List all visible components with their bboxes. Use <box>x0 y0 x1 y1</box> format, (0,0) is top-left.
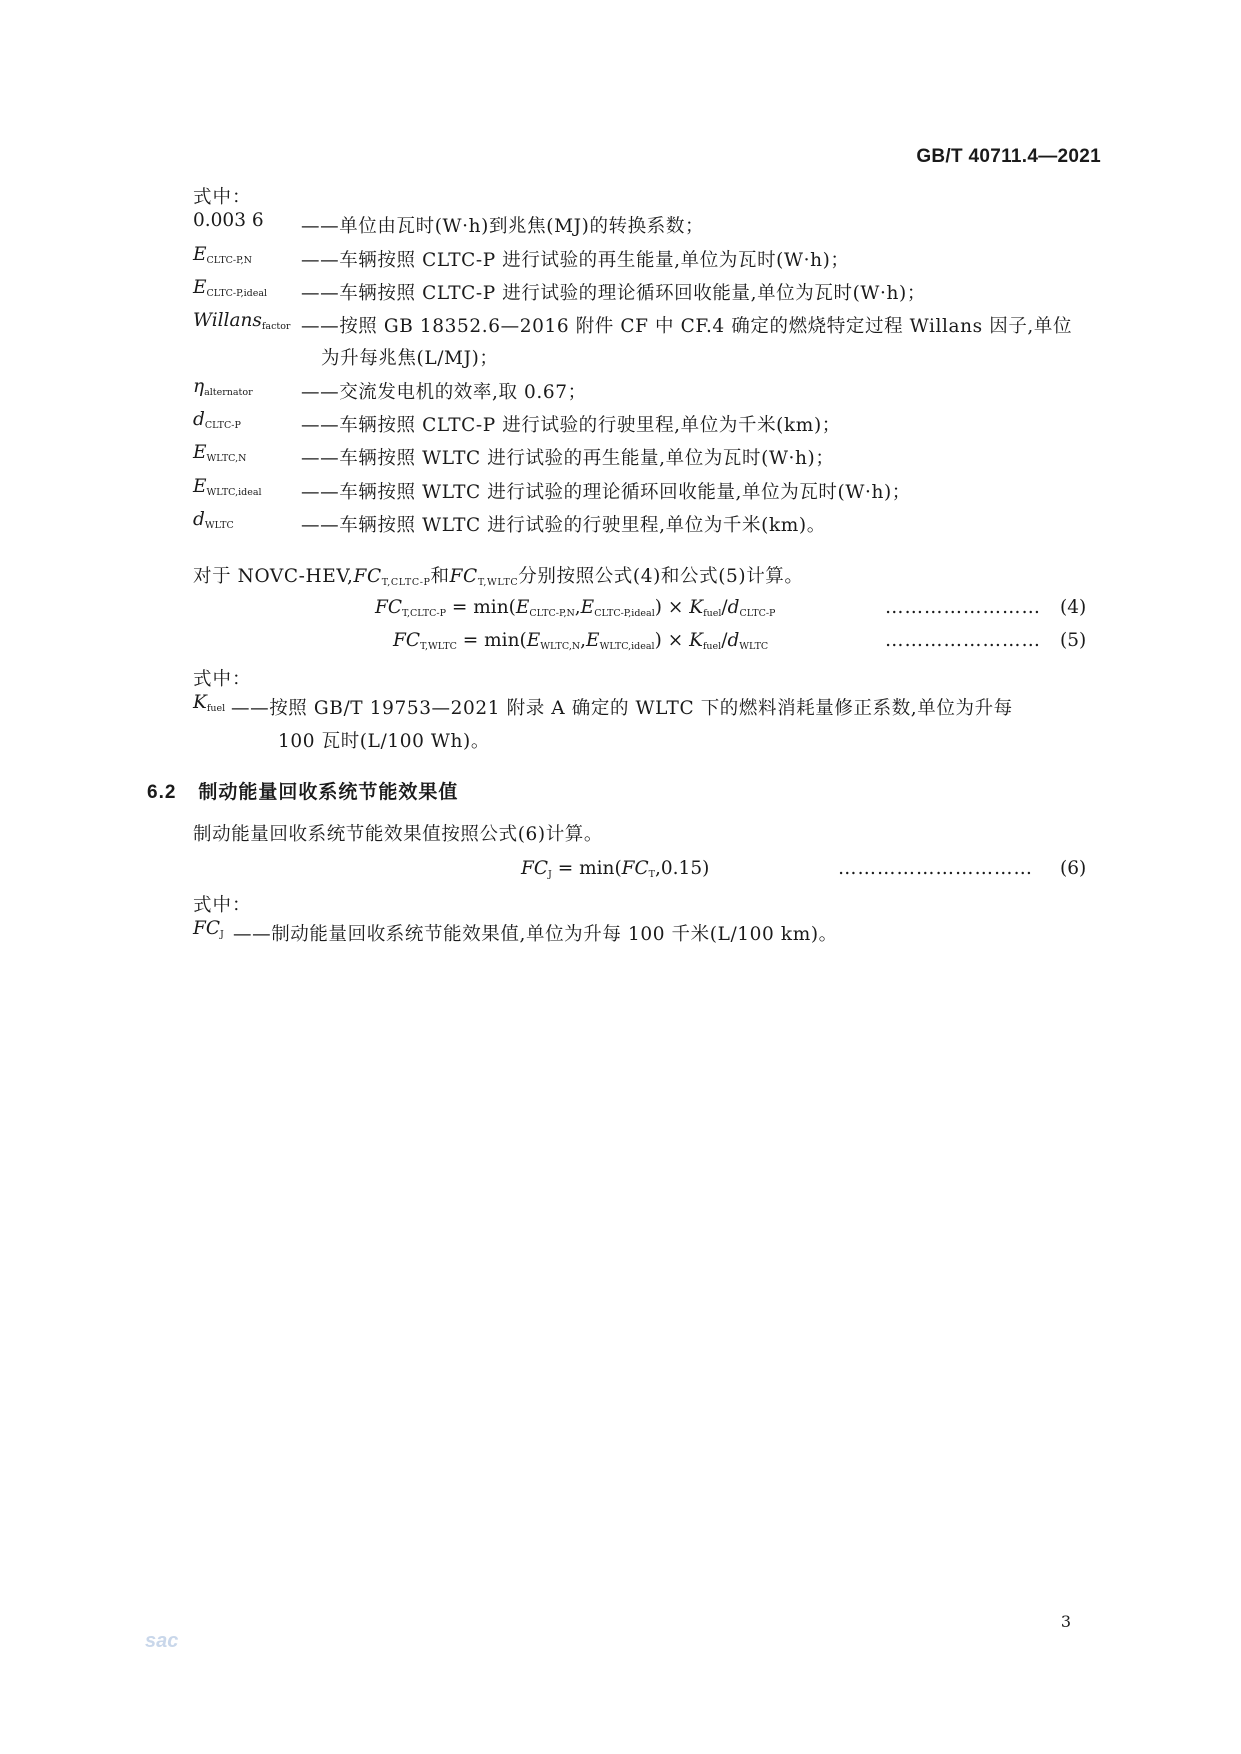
novc-hev-paragraph: 对于 NOVC-$HEV,FC_{T,CLTC-P}$和$FC_{T,WLTC}$分别按照公式(4)和公式(5)计算。 <box>193 566 804 588</box>
section-number: 6.2 <box>147 782 177 803</box>
definition-symbol: $E_{WLTC,N}$ <box>193 442 247 464</box>
definition-symbol: $FC_J$ <box>193 918 224 940</box>
definition-symbol: $\eta_{alternator}$ <box>193 376 253 398</box>
definition-row <box>193 409 1103 443</box>
definition-text: 为升每兆焦(L/MJ)； <box>321 348 499 369</box>
formula-4-number: (4) <box>1060 597 1087 618</box>
definition-row <box>193 509 1103 543</box>
definition-row <box>193 442 1103 476</box>
definition-text: ——车辆按照 WLTC 进行试验的行驶里程,单位为千米(km)。 <box>301 515 826 536</box>
definition-row <box>193 310 1103 344</box>
definition-row <box>193 210 1103 244</box>
definition-symbol: Willans$_{factor}$ <box>193 310 291 332</box>
definition-symbol: $E_{CLTC-P,ideal}$ <box>193 277 268 299</box>
definition-row <box>193 476 1103 510</box>
definition-text: ——车辆按照 CLTC-P 进行试验的再生能量,单位为瓦时(W·h)； <box>301 250 850 271</box>
definition-row <box>193 692 1103 726</box>
definition-symbol: $E_{WLTC,ideal}$ <box>193 476 262 498</box>
formula-4: $FC_{T,CLTC-P} = \min(E_{CLTC-P,N},E_{CLTC-P,ideal}) \times K_{fuel}/d_{CLTC-P}$ <box>375 597 776 619</box>
definition-symbol: 0.003 6 <box>193 210 264 231</box>
definition-text: ——车辆按照 WLTC 进行试验的理论循环回收能量,单位为瓦时(W·h)； <box>301 482 911 503</box>
definition-continuation <box>193 725 1103 759</box>
definition-text: ——按照 GB 18352.6—2016 附件 CF 中 CF.4 确定的燃烧特定过程 Willans 因子,单位 <box>301 316 1073 337</box>
definition-text: 100 瓦时(L/100 Wh)。 <box>278 731 490 752</box>
section-heading <box>147 777 458 804</box>
svg-text:sac: sac <box>145 1630 179 1652</box>
definition-text: ——车辆按照 WLTC 进行试验的再生能量,单位为瓦时(W·h)； <box>301 448 835 469</box>
definition-text: ——车辆按照 CLTC-P 进行试验的理论循环回收能量,单位为瓦时(W·h)； <box>301 283 926 304</box>
sac-logo <box>145 1625 189 1655</box>
formula-5-number: (5) <box>1060 630 1087 651</box>
definition-symbol: $K_{fuel}$ <box>193 692 226 714</box>
definition-row <box>193 918 1103 952</box>
definition-continuation <box>193 342 1103 376</box>
page-number: 3 <box>1060 1612 1071 1631</box>
definition-text: ——交流发电机的效率,取 0.67； <box>301 382 587 403</box>
where-label: 式中： <box>193 895 252 916</box>
formula-6: $FC_J = \min(FC_T,0.15)$ <box>521 858 710 880</box>
formula-4-leader-dots: …………………… <box>885 597 1041 618</box>
formula-5: $FC_{T,WLTC} = \min(E_{WLTC,N},E_{WLTC,ideal}) \times K_{fuel}/d_{WLTC}$ <box>393 630 769 652</box>
definition-row <box>193 244 1103 278</box>
definition-row <box>193 376 1103 410</box>
where-label: 式中： <box>193 187 252 208</box>
definition-symbol: $d_{CLTC-P}$ <box>193 409 241 431</box>
formula-6-number: (6) <box>1060 858 1087 879</box>
section-title: 制动能量回收系统节能效果值 <box>198 782 459 803</box>
definition-text: ——制动能量回收系统节能效果值,单位为升每 100 千米(L/100 km)。 <box>233 924 838 945</box>
definition-text: ——按照 GB/T 19753—2021 附录 A 确定的 WLTC 下的燃料消耗量修正系数,单位为升每 <box>231 698 1013 719</box>
definition-symbol: $E_{CLTC-P,N}$ <box>193 244 252 266</box>
definition-text: ——车辆按照 CLTC-P 进行试验的行驶里程,单位为千米(km)； <box>301 415 841 436</box>
formula-6-leader-dots: ………………………… <box>838 858 1033 879</box>
definition-symbol: $d_{WLTC}$ <box>193 509 234 531</box>
formula-5-leader-dots: …………………… <box>885 630 1041 651</box>
section-intro: 制动能量回收系统节能效果值按照公式(6)计算。 <box>193 824 604 845</box>
where-label: 式中： <box>193 669 252 690</box>
definition-row <box>193 277 1103 311</box>
standard-number: GB/T 40711.4—2021 <box>916 146 1101 167</box>
definition-text: ——单位由瓦时(W·h)到兆焦(MJ)的转换系数； <box>301 216 705 237</box>
